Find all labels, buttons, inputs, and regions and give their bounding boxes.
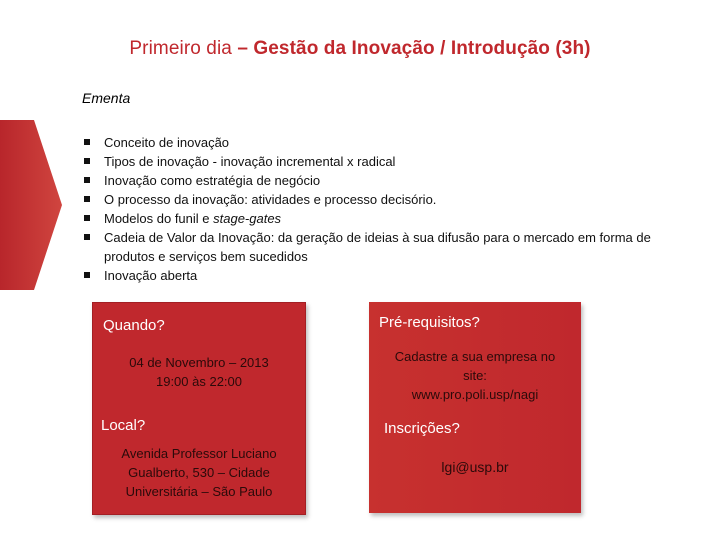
- prereq-label: Pré-requisitos?: [379, 314, 480, 331]
- list-item: [82, 152, 652, 171]
- topic-text: Conceito de inovação: [104, 135, 230, 150]
- prereq-line1: Cadastre a sua empresa no: [394, 349, 556, 364]
- topic-list: [82, 133, 652, 285]
- topic-text: Modelos do funil e: [104, 211, 214, 226]
- local-line1: Avenida Professor Luciano: [121, 446, 277, 461]
- topic-text: Cadeia de Valor da Inovação: da geração de ideias à sua difusão para o mercado em forma de produtos e serviços bem sucedidos: [104, 230, 651, 264]
- quando-label: Quando?: [103, 317, 165, 334]
- inscricoes-label: Inscrições?: [384, 420, 460, 437]
- topic-italic: stage-gates: [213, 211, 282, 226]
- list-item: [82, 133, 652, 152]
- quando-time: 19:00 às 22:00: [155, 374, 243, 389]
- chevron-arrow-icon: [0, 120, 64, 290]
- local-label: Local?: [101, 417, 146, 434]
- prereq-line2: site:: [463, 368, 487, 383]
- prereq-card: [369, 302, 581, 513]
- bullet-icon: [84, 177, 90, 183]
- title-prefix: Primeiro dia: [129, 38, 238, 59]
- bullet-icon: [84, 158, 90, 164]
- topic-text: O processo da inovação: atividades e processo decisório.: [104, 192, 437, 207]
- list-item: [82, 190, 652, 209]
- bullet-icon: [84, 215, 90, 221]
- topic-text: Inovação como estratégia de negócio: [104, 173, 321, 188]
- inscricoes-email[interactable]: lgi@usp.br: [441, 459, 509, 475]
- when-where-card: [92, 302, 306, 515]
- bullet-icon: [84, 196, 90, 202]
- topic-text: Inovação aberta: [104, 268, 198, 283]
- list-item: [82, 209, 652, 228]
- list-item: [82, 171, 652, 190]
- topic-text: Tipos de inovação - inovação incremental x radical: [104, 154, 396, 169]
- page-title: [0, 38, 720, 60]
- local-line3: Universitária – São Paulo: [125, 484, 273, 499]
- prereq-site: www.pro.poli.usp/nagi: [411, 387, 539, 402]
- ementa-heading: Ementa: [82, 90, 131, 106]
- bullet-icon: [84, 139, 90, 145]
- title-bold: – Gestão da Inovação / Introdução (3h): [237, 38, 591, 59]
- list-item: [82, 266, 652, 285]
- bullet-icon: [84, 234, 90, 240]
- quando-date: 04 de Novembro – 2013: [129, 355, 269, 370]
- bullet-icon: [84, 272, 90, 278]
- list-item: [82, 228, 652, 266]
- local-line2: Gualberto, 530 – Cidade: [128, 465, 270, 480]
